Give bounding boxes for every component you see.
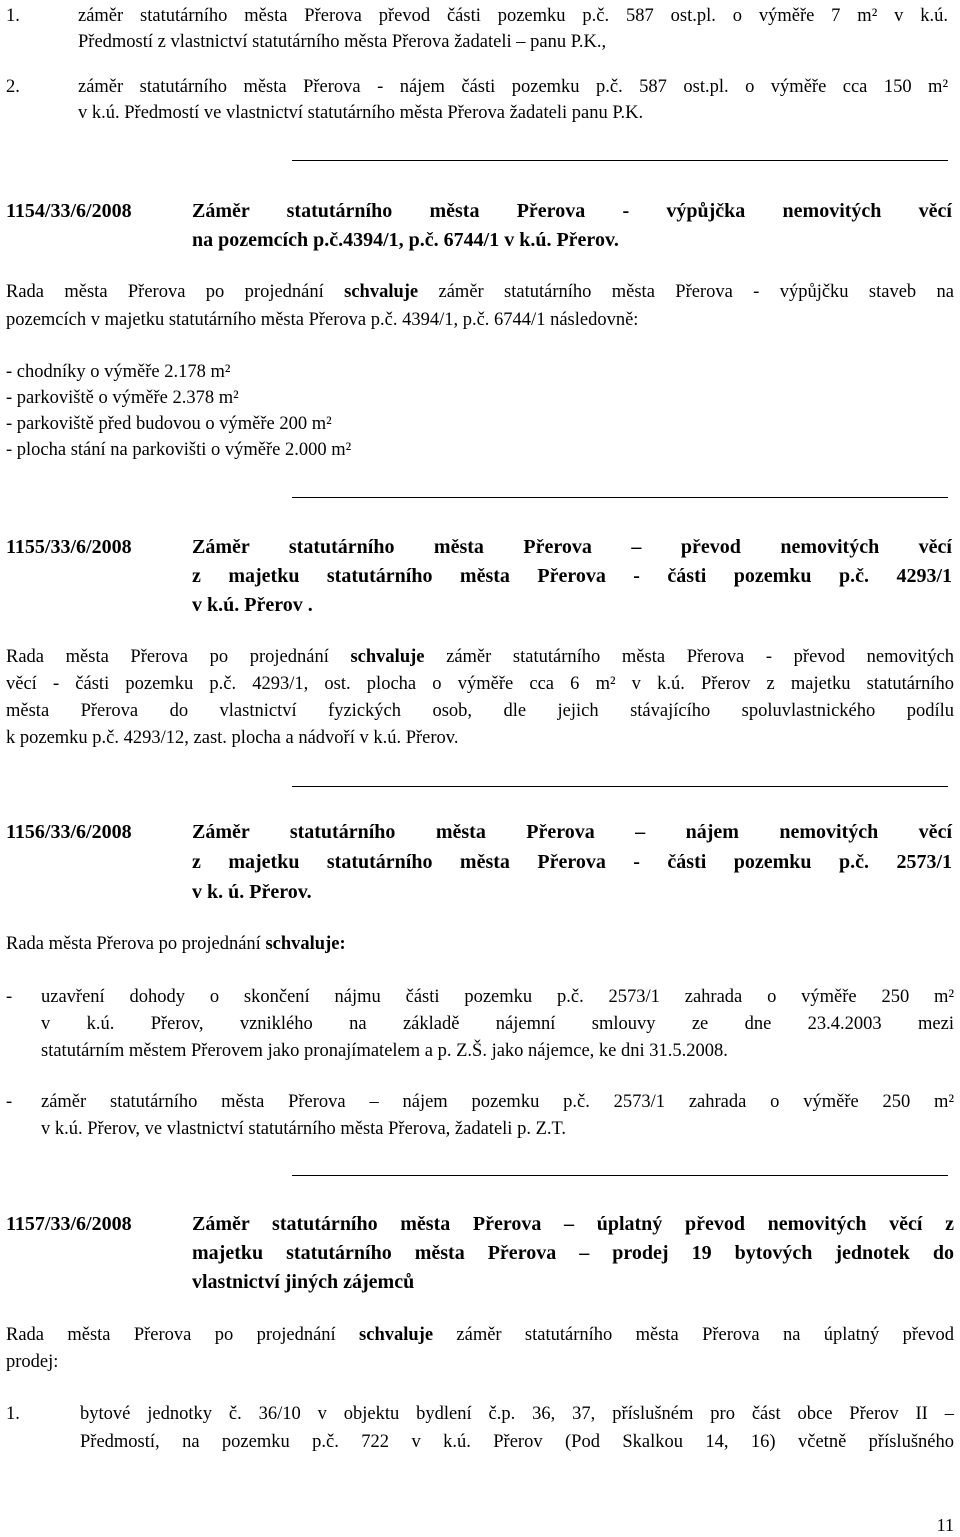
resolution-title: Záměr statutárního města Přerova – úplatný převod nemovitých věcí z <box>192 1213 954 1235</box>
resolution-title: Záměr statutárního města Přerova – nájem nemovitých věcí <box>192 821 952 843</box>
paragraph: Rada města Přerova po projednání schvaluje záměr statutárního města Přerova - převod nemovitých <box>6 647 954 667</box>
paragraph: prodej: <box>6 1352 59 1372</box>
list-item-text: záměr statutárního města Přerova - nájem části pozemku p.č. 587 ost.pl. o výměře cca 150 m² <box>78 77 948 97</box>
resolution-title: v k.ú. Přerov . <box>192 594 313 616</box>
bullet-text: uzavření dohody o skončení nájmu části pozemku p.č. 2573/1 zahrada o výměře 250 m² <box>41 987 954 1007</box>
list-item: - plocha stání na parkovišti o výměře 2.000 m² <box>6 440 352 460</box>
list-number: 2. <box>6 77 20 97</box>
paragraph: Rada města Přerova po projednání schvaluje: <box>6 934 346 954</box>
page-number: 11 <box>936 1515 954 1535</box>
bullet-dash: - <box>6 987 13 1007</box>
resolution-title: na pozemcích p.č.4394/1, p.č. 6744/1 v k.ú. Přerov. <box>192 229 619 251</box>
resolution-title: z majetku statutárního města Přerova - části pozemku p.č. 4293/1 <box>192 565 952 587</box>
resolution-title: majetku statutárního města Přerova – prodej 19 bytových jednotek do <box>192 1242 954 1264</box>
paragraph: pozemcích v majetku statutárního města Přerova p.č. 4394/1, p.č. 6744/1 následovně: <box>6 310 639 330</box>
separator-line <box>292 160 948 161</box>
resolution-number: 1157/33/6/2008 <box>6 1213 132 1235</box>
resolution-title: v k. ú. Přerov. <box>192 881 312 903</box>
paragraph: věcí - části pozemku p.č. 4293/1, ost. plocha o výměře cca 6 m² v k.ú. Přerov z majetku statutárního <box>6 674 954 694</box>
resolution-number: 1154/33/6/2008 <box>6 200 132 222</box>
list-item-text: Předmostí z vlastnictví statutárního města Přerova žadateli – panu P.K., <box>78 32 607 52</box>
list-item-text: bytové jednotky č. 36/10 v objektu bydlení č.p. 36, 37, příslušném pro část obce Přerov II – <box>80 1404 954 1424</box>
bullet-dash: - <box>6 1092 13 1112</box>
list-item-text: v k.ú. Předmostí ve vlastnictví statutárního města Přerova žadateli panu P.K. <box>78 103 644 123</box>
list-item: - parkoviště před budovou o výměře 200 m² <box>6 414 332 434</box>
list-item-text: Předmostí, na pozemku p.č. 722 v k.ú. Přerov (Pod Skalkou 14, 16) včetně příslušného <box>80 1432 954 1452</box>
separator-line <box>292 497 948 498</box>
paragraph: Rada města Přerova po projednání schvaluje záměr statutárního města Přerova na úplatný převod <box>6 1325 954 1345</box>
resolution-title: vlastnictví jiných zájemců <box>192 1271 415 1293</box>
bullet-text: statutárním městem Přerovem jako pronajímatelem a p. Z.Š. jako nájemce, ke dni 31.5.2008. <box>41 1041 728 1061</box>
resolution-title: Záměr statutárního města Přerova – převod nemovitých věcí <box>192 536 952 558</box>
separator-line <box>292 1175 948 1176</box>
list-item: - parkoviště o výměře 2.378 m² <box>6 388 239 408</box>
list-item-text: záměr statutárního města Přerova převod části pozemku p.č. 587 ost.pl. o výměře 7 m² v k.ú. <box>78 6 948 26</box>
list-number: 1. <box>6 1404 20 1424</box>
paragraph: k pozemku p.č. 4293/12, zast. plocha a nádvoří v k.ú. Přerov. <box>6 728 459 748</box>
resolution-title: Záměr statutárního města Přerova - výpůjčka nemovitých věcí <box>192 200 952 222</box>
separator-line <box>292 786 948 787</box>
paragraph: města Přerova do vlastnictví fyzických osob, dle jejich stávajícího spoluvlastnického podílu <box>6 701 954 721</box>
resolution-number: 1156/33/6/2008 <box>6 821 132 843</box>
bullet-text: v k.ú. Přerov, ve vlastnictví statutárního města Přerova, žadateli p. Z.T. <box>41 1119 567 1139</box>
resolution-title: z majetku statutárního města Přerova - části pozemku p.č. 2573/1 <box>192 851 952 873</box>
paragraph: Rada města Přerova po projednání schvaluje záměr statutárního města Přerova - výpůjčku staveb na <box>6 282 954 302</box>
bullet-text: záměr statutárního města Přerova – nájem pozemku p.č. 2573/1 zahrada o výměře 250 m² <box>41 1092 954 1112</box>
resolution-number: 1155/33/6/2008 <box>6 536 132 558</box>
list-item: - chodníky o výměře 2.178 m² <box>6 362 231 382</box>
list-number: 1. <box>6 6 20 26</box>
bullet-text: v k.ú. Přerov, vzniklého na základě nájemní smlouvy ze dne 23.4.2003 mezi <box>41 1014 954 1034</box>
